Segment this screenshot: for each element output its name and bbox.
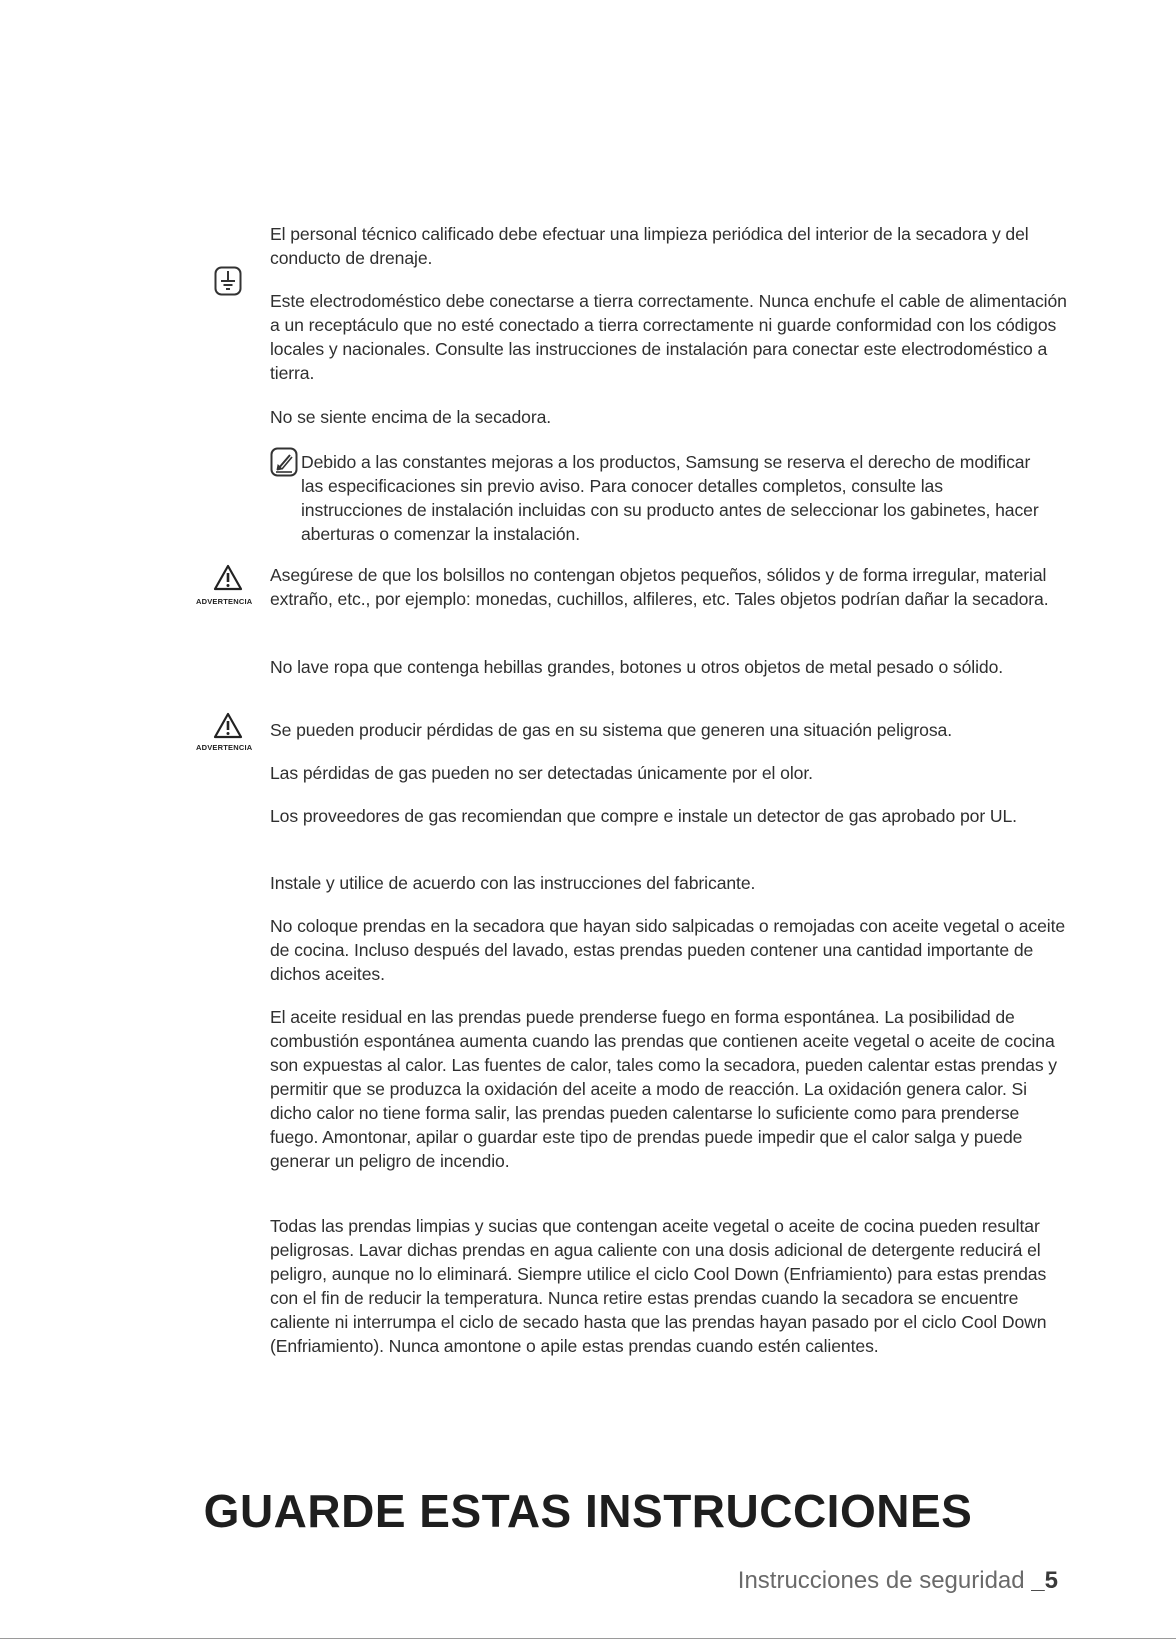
bottom-rule <box>0 1638 1176 1639</box>
paragraph-cleaning: El personal técnico calificado debe efectuar una limpieza periódica del interior de la secadora y del conducto de drenaje. <box>270 224 1029 268</box>
warning-triangle-icon <box>213 712 243 739</box>
paragraph-install-use: Instale y utilice de acuerdo con las instrucciones del fabricante. <box>270 873 756 893</box>
paragraph-gas-leaks: Se pueden producir pérdidas de gas en su sistema que generen una situación peligrosa. <box>270 720 953 740</box>
paragraph-do-not-sit: No se siente encima de la secadora. <box>270 407 552 427</box>
warning-triangle-icon <box>213 564 243 591</box>
page-title: GUARDE ESTAS INSTRUCCIONES <box>203 1485 973 1537</box>
warning-label: ADVERTENCIA <box>196 597 253 606</box>
paragraph-note-improvements: Debido a las constantes mejoras a los productos, Samsung se reserva el derecho de modificar las especificaciones sin previo aviso. Para conocer detalles completos, consulte las instrucciones de instalación incluidas con su producto antes de seleccionar los gabinetes, hacer aberturas o comenzar la instalación. <box>301 452 1039 544</box>
note-icon <box>270 447 298 477</box>
page-number: _5 <box>1031 1567 1058 1594</box>
paragraph-grounding: Este electrodoméstico debe conectarse a tierra correctamente. Nunca enchufe el cable de alimentación a un receptáculo que no esté conectado a tierra correctamente ni guarde conformidad con los códigos locales y nacionales. Consulte las instrucciones de instalación para conectar este electrodoméstico a tierra. <box>270 291 1067 383</box>
paragraph-residual-oil: El aceite residual en las prendas puede prenderse fuego en forma espontánea. La posibilidad de combustión espontánea aumenta cuando las prendas que contienen aceite vegetal o aceite de cocina son expuestas al calor. Las fuentes de calor, tales como la secadora, pueden calentar estas prendas y permitir que se produzca la oxidación del aceite a modo de reacción. La oxidación genera calor. Si dicho calor no tiene forma salir, las prendas pueden calentarse lo suficiente como para prenderse fuego. Amontonar, apilar o guardar este tipo de prendas puede impedir que el calor salga y puede generar un peligro de incendio. <box>270 1007 1057 1171</box>
paragraph-clean-dirty-clothes: Todas las prendas limpias y sucias que contengan aceite vegetal o aceite de cocina pueden resultar peligrosas. Lavar dichas prendas en agua caliente con una dosis adicional de detergente reducirá el peligro, aunque no lo eliminará. Siempre utilice el ciclo Cool Down (Enfriamiento) para estas prendas con el fin de reducir la temperatura. Nunca retire estas prendas cuando la secadora se encuentre caliente ni interrumpa el ciclo de secado hasta que las prendas hayan pasado por el ciclo Cool Down (Enfriamiento). Nunca amontone o apile estas prendas cuando estén calientes. <box>270 1216 1047 1356</box>
footer-section: Instrucciones de seguridad <box>737 1567 1032 1594</box>
paragraph-pockets: Asegúrese de que los bolsillos no contengan objetos pequeños, sólidos y de forma irregular, material extraño, etc., por ejemplo: monedas, cuchillos, alfileres, etc. Tales objetos podrían dañar la secadora. <box>270 565 1049 609</box>
paragraph-oily-clothes: No coloque prendas en la secadora que hayan sido salpicadas o remojadas con aceite vegetal o aceite de cocina. Incluso después del lavado, estas prendas pueden contener una cantidad importante de dichos aceites. <box>270 916 1066 984</box>
ground-icon <box>214 266 242 296</box>
page-footer <box>738 1566 1058 1596</box>
paragraph-heavy-objects: No lave ropa que contenga hebillas grandes, botones u otros objetos de metal pesado o sólido. <box>270 657 1004 677</box>
warning-label: ADVERTENCIA <box>196 743 253 752</box>
paragraph-gas-detector: Los proveedores de gas recomiendan que compre e instale un detector de gas aprobado por UL. <box>270 806 1017 826</box>
paragraph-gas-smell: Las pérdidas de gas pueden no ser detectadas únicamente por el olor. <box>270 763 813 783</box>
